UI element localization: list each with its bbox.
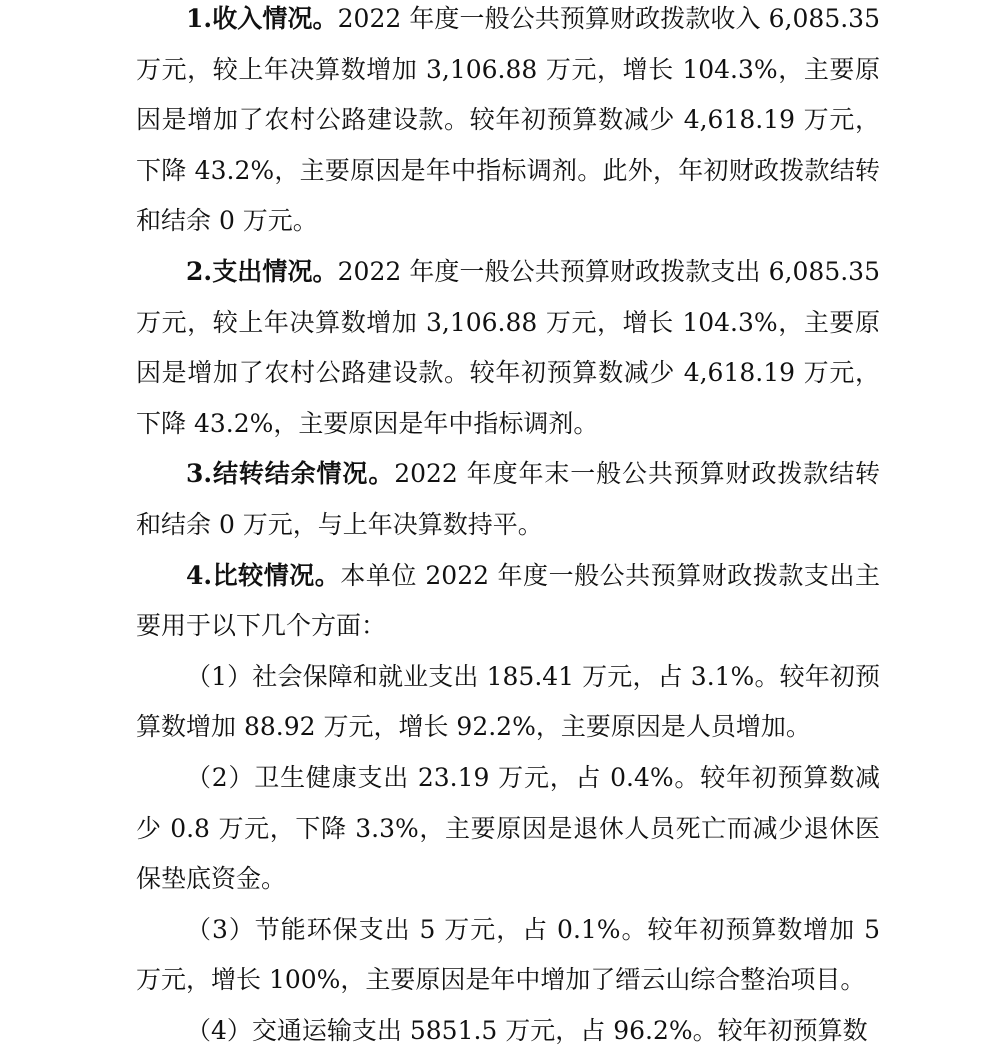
comparison-heading: 4.比较情况。	[186, 560, 341, 590]
health-item: （2）卫生健康支出 23.19 万元，占 0.4%。较年初预算数减少 0.8 万元，下降 3.3%，主要原因是退休人员死亡而减少退休医保垫底资金。	[136, 762, 880, 894]
social-security-item: （1）社会保障和就业支出 185.41 万元，占 3.1%。较年初预算数增加 88.92 万元，增长 92.2%，主要原因是人员增加。	[136, 661, 880, 742]
expenditure-text: 2022 年度一般公共预算财政拨款支出 6,085.35 万元，较上年决算数增加 3,106.88 万元，增长 104.3%，主要原因是增加了农村公路建设款。较年初预算数减少 4,618.19 万元，下降 43.2%，主要原因是年中指标调剂。	[136, 256, 880, 438]
expenditure-heading: 2.支出情况。	[186, 256, 338, 286]
comparison-paragraph	[136, 551, 880, 652]
carryover-text: 2022 年度年末一般公共预算财政拨款结转和结余 0 万元，与上年决算数持平。	[136, 459, 880, 539]
income-paragraph	[136, 0, 880, 247]
comparison-text: 本单位 2022 年度一般公共预算财政拨款支出主要用于以下几个方面：	[136, 560, 880, 641]
environment-item: （3）节能环保支出 5 万元，占 0.1%。较年初预算数增加 5 万元，增长 100%，主要原因是年中增加了缙云山综合整治项目。	[136, 914, 880, 995]
carryover-paragraph	[136, 449, 880, 550]
expenditure-paragraph	[136, 247, 880, 449]
transport-item: （4）交通运输支出 5851.5 万元，占 96.2%。较年初预算数	[186, 1015, 868, 1045]
document-body	[136, 0, 880, 1056]
carryover-heading: 3.结转结余情况。	[186, 459, 395, 489]
income-text: 2022 年度一般公共预算财政拨款收入 6,085.35 万元，较上年决算数增加 3,106.88 万元，增长 104.3%，主要原因是增加了农村公路建设款。较年初预算数减少 4,618.19 万元，下降 43.2%，主要原因是年中指标调剂。此外，年初财政拨款结转和结余 0 万元。	[136, 4, 880, 236]
income-heading: 1.收入情况。	[186, 4, 338, 33]
